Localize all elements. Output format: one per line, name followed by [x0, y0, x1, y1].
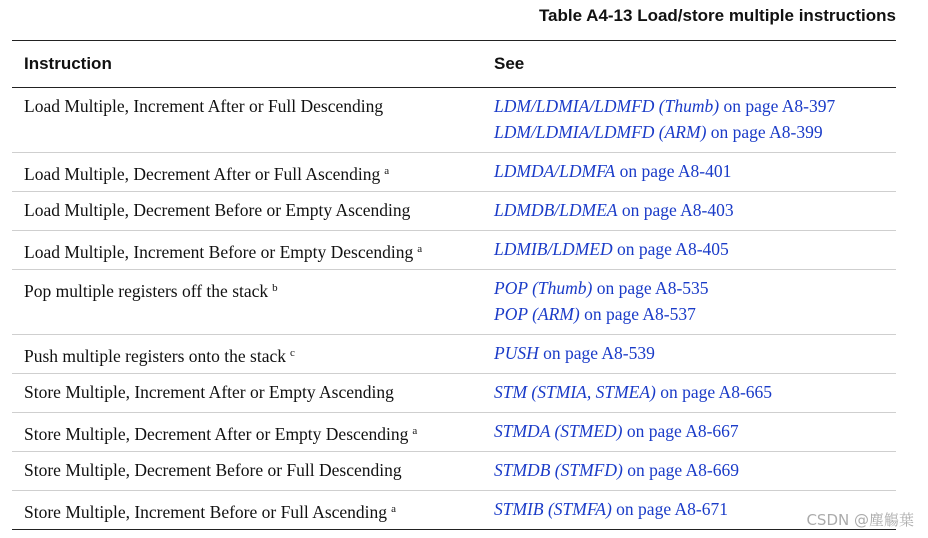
- instruction-cell: [12, 491, 482, 524]
- reference-title[interactable]: STMDA (STMED): [494, 421, 623, 441]
- footnote-marker: a: [412, 425, 418, 437]
- reference-page[interactable]: on page A8-669: [622, 460, 739, 480]
- reference-link[interactable]: [494, 459, 896, 485]
- table-row: [12, 192, 896, 231]
- table-row: [12, 374, 896, 413]
- instruction-text: Pop multiple registers off the stack: [24, 281, 269, 301]
- reference-title[interactable]: POP (Thumb): [494, 278, 593, 298]
- table-row: [12, 153, 896, 192]
- reference-page[interactable]: on page A8-665: [655, 382, 773, 402]
- instruction-text: Load Multiple, Decrement After or Full Ascending: [24, 164, 381, 184]
- reference-link[interactable]: [494, 238, 896, 264]
- table-caption: Table A4-13 Load/store multiple instructions: [538, 6, 896, 25]
- reference-page[interactable]: on page A8-399: [706, 122, 823, 142]
- reference-page[interactable]: on page A8-397: [719, 96, 836, 116]
- reference-title[interactable]: LDMDA/LDMFA: [494, 161, 616, 181]
- table-row: [12, 335, 896, 374]
- see-cell: [482, 270, 896, 329]
- reference-title[interactable]: LDM/LDMIA/LDMFD (Thumb): [494, 96, 720, 116]
- reference-link[interactable]: [494, 277, 896, 303]
- instruction-cell: [12, 413, 482, 446]
- reference-link[interactable]: [494, 342, 896, 368]
- footnote-marker: a: [384, 165, 390, 177]
- reference-link[interactable]: [494, 121, 896, 147]
- see-cell: [482, 413, 896, 446]
- table-header: [12, 41, 896, 88]
- instruction-cell: [12, 270, 482, 303]
- instruction-text: Push multiple registers onto the stack: [24, 346, 286, 366]
- see-cell: [482, 231, 896, 264]
- footnote-marker: b: [272, 282, 278, 294]
- reference-title[interactable]: STM (STMIA, STMEA): [494, 382, 656, 402]
- reference-page[interactable]: on page A8-537: [579, 304, 696, 324]
- table-row: [12, 452, 896, 491]
- table-row: [12, 270, 896, 335]
- reference-page[interactable]: on page A8-535: [592, 278, 709, 298]
- instruction-cell: [12, 374, 482, 407]
- see-cell: [482, 452, 896, 485]
- header-see: See: [494, 54, 525, 73]
- reference-link[interactable]: [494, 199, 896, 225]
- instruction-text: Store Multiple, Increment Before or Full Ascending: [24, 502, 388, 522]
- reference-title[interactable]: STMIB (STMFA): [494, 499, 612, 519]
- instruction-cell: [12, 192, 482, 225]
- instruction-cell: [12, 231, 482, 264]
- reference-page[interactable]: on page A8-403: [617, 200, 734, 220]
- instruction-text: Store Multiple, Decrement After or Empty Descending: [24, 424, 409, 444]
- instruction-text: Store Multiple, Increment After or Empty Ascending: [24, 382, 394, 402]
- instruction-text: Load Multiple, Increment After or Full Descending: [24, 96, 384, 116]
- header-instruction: Instruction: [24, 54, 112, 73]
- reference-link[interactable]: [494, 420, 896, 446]
- see-cell: [482, 192, 896, 225]
- reference-link[interactable]: [494, 160, 896, 186]
- reference-link[interactable]: [494, 381, 896, 407]
- instruction-text: Load Multiple, Decrement Before or Empty Ascending: [24, 200, 411, 220]
- instructions-table: [12, 40, 896, 530]
- footnote-marker: c: [289, 347, 295, 359]
- see-cell: [482, 374, 896, 407]
- reference-title[interactable]: POP (ARM): [494, 304, 580, 324]
- reference-page[interactable]: on page A8-539: [538, 343, 655, 363]
- footnote-marker: a: [391, 503, 396, 515]
- reference-title[interactable]: LDMIB/LDMED: [494, 239, 613, 259]
- instruction-cell: [12, 88, 482, 121]
- reference-page[interactable]: on page A8-401: [615, 161, 732, 181]
- reference-title[interactable]: LDMDB/LDMEA: [494, 200, 618, 220]
- instruction-text: Load Multiple, Increment Before or Empty Descending: [24, 242, 414, 262]
- see-cell: [482, 88, 896, 147]
- table-row: [12, 413, 896, 452]
- table-row: [12, 231, 896, 270]
- reference-title[interactable]: PUSH: [494, 343, 539, 363]
- table-row: [12, 491, 896, 530]
- instruction-text: Store Multiple, Decrement Before or Full Descending: [24, 460, 402, 480]
- table-row: [12, 88, 896, 153]
- see-cell: [482, 153, 896, 186]
- reference-page[interactable]: on page A8-671: [611, 499, 728, 519]
- table-body: [12, 88, 896, 530]
- instruction-cell: [12, 335, 482, 368]
- reference-title[interactable]: STMDB (STMFD): [494, 460, 623, 480]
- reference-link[interactable]: [494, 95, 896, 121]
- instruction-cell: [12, 452, 482, 485]
- reference-page[interactable]: on page A8-667: [622, 421, 739, 441]
- instruction-cell: [12, 153, 482, 186]
- see-cell: [482, 335, 896, 368]
- watermark: CSDN @塵觴葉: [806, 511, 914, 529]
- footnote-marker: a: [417, 243, 423, 255]
- reference-title[interactable]: LDM/LDMIA/LDMFD (ARM): [494, 122, 707, 142]
- reference-page[interactable]: on page A8-405: [612, 239, 729, 259]
- reference-link[interactable]: [494, 303, 896, 329]
